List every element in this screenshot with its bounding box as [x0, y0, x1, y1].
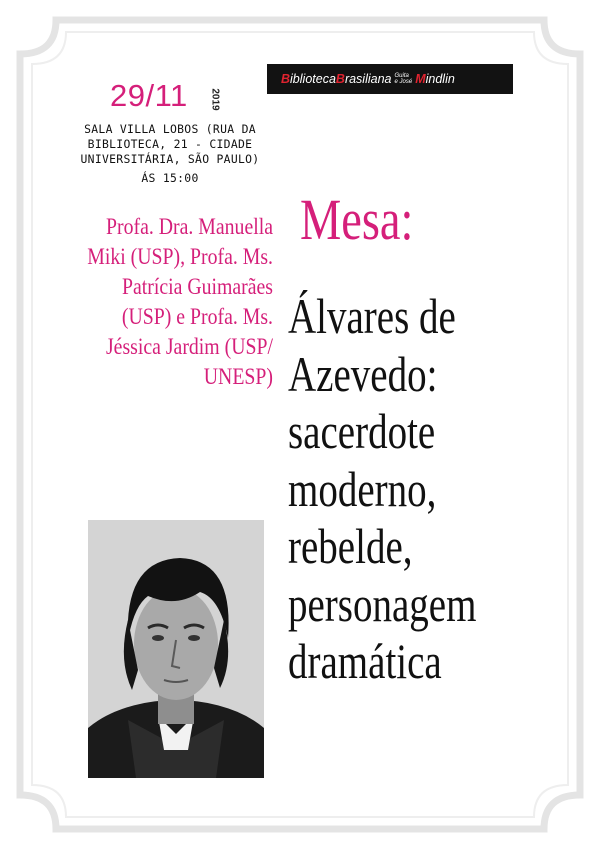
event-info — [70, 78, 270, 185]
event-time: ÁS 15:00 — [141, 171, 199, 185]
event-year: 2019 — [209, 88, 221, 111]
event-date: 29/11 — [110, 78, 188, 113]
biblioteca-logo: B iblioteca B rasiliana Guita e José M indlin — [267, 64, 513, 94]
event-venue: SALA VILLA LOBOS (RUA DA BIBLIOTECA, 21 - CIDADE UNIVERSITÁRIA, SÃO PAULO) — [80, 122, 260, 166]
talk-title: Álvares de Azevedo: sacerdote moderno, rebelde, personagem dramática — [288, 288, 477, 689]
portrait-photo — [88, 520, 264, 778]
mesa-heading: Mesa: — [300, 187, 414, 252]
logo-small-text: Guita e José — [394, 73, 413, 85]
speakers-list: Profa. Dra. Manuella Miki (USP), Profa. Ms. Patrícia Guimarães (USP) e Profa. Ms. Jéssica Jardim (USP/ UNESP) — [87, 214, 274, 389]
